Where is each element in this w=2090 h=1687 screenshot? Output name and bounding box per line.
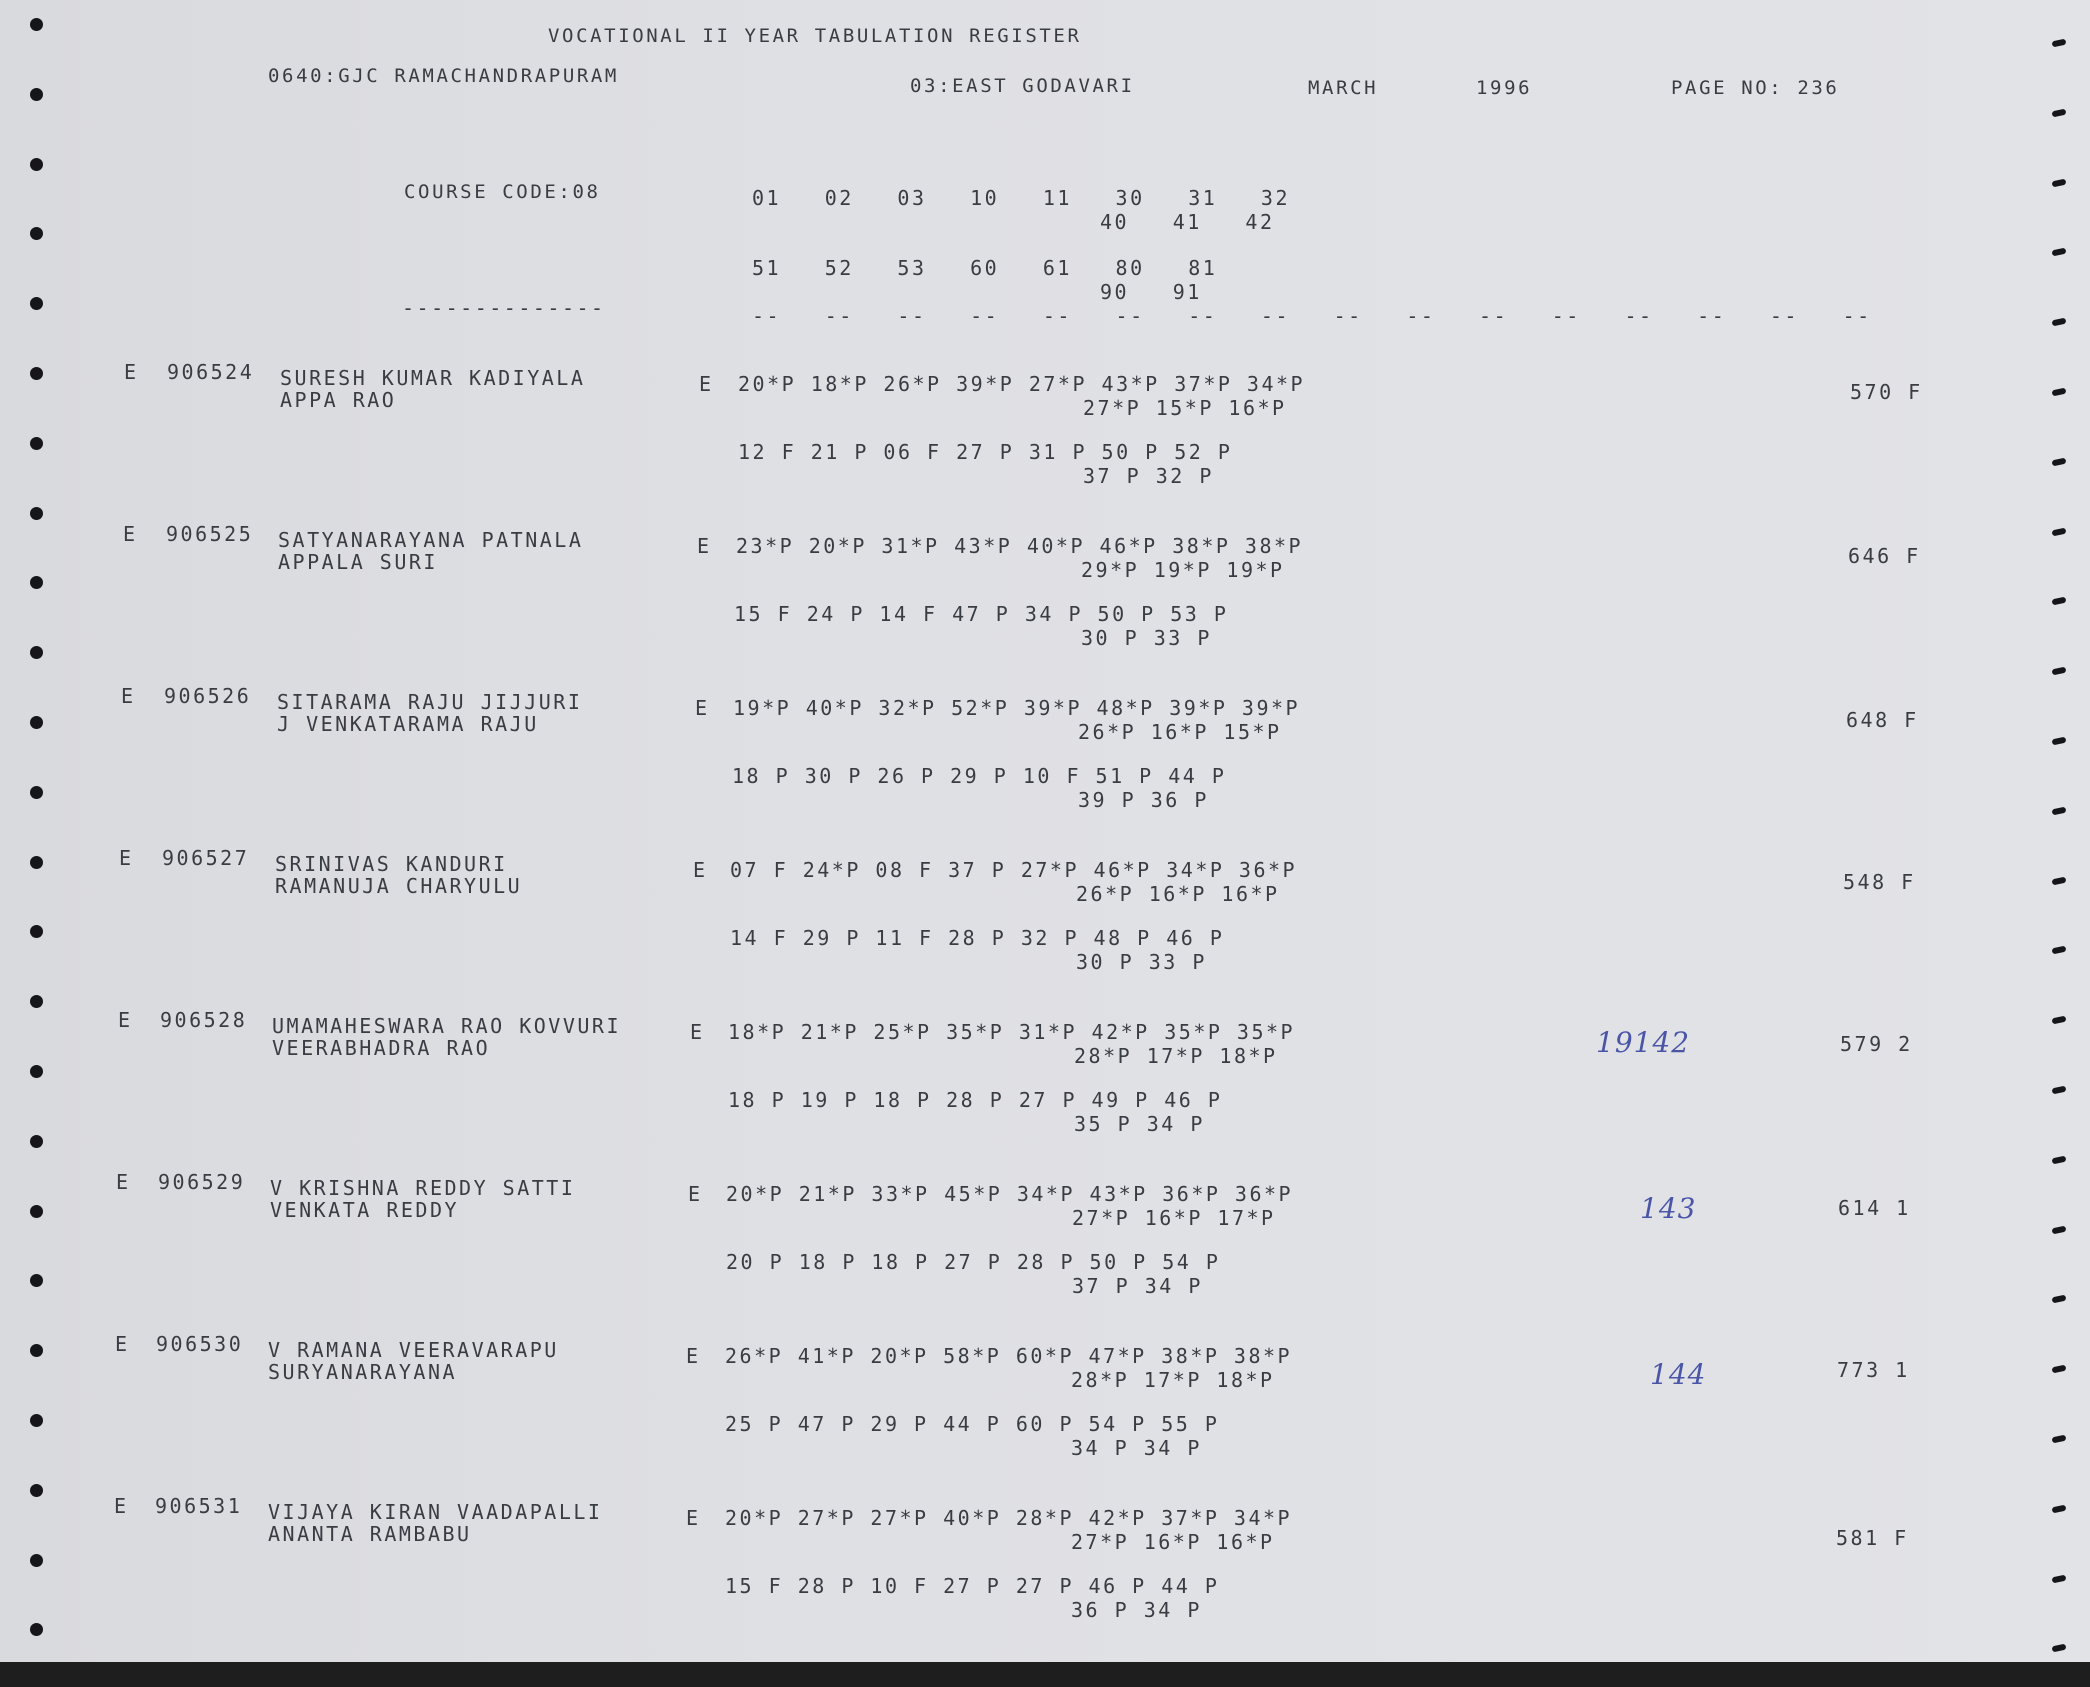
feed-hole (30, 995, 43, 1008)
feed-hole (30, 1554, 43, 1567)
father-name: RAMANUJA CHARYULU (275, 874, 523, 898)
feed-hole (30, 786, 43, 799)
marks-row2b: 37 P 34 P (1072, 1274, 1203, 1298)
hall-ticket-number: 906527 (162, 846, 250, 870)
category-code: E (116, 1170, 131, 1194)
student-name: UMAMAHESWARA RAO KOVVURI (272, 1014, 621, 1038)
marks-row2: 18 P 19 P 18 P 28 P 27 P 49 P 46 P (728, 1088, 1223, 1112)
marks-row2: 25 P 47 P 29 P 44 P 60 P 54 P 55 P (725, 1412, 1220, 1436)
exam-year: 1996 (1476, 77, 1533, 99)
feed-hole (30, 1135, 43, 1148)
register-title: VOCATIONAL II YEAR TABULATION REGISTER (548, 25, 1082, 47)
student-record (0, 1008, 2090, 1168)
marks-row2: 18 P 30 P 26 P 29 P 10 F 51 P 44 P (732, 764, 1227, 788)
student-name: SURESH KUMAR KADIYALA (280, 366, 586, 390)
student-record (0, 1494, 2090, 1654)
marks-row1b: 27*P 16*P 17*P (1072, 1206, 1276, 1230)
student-record (0, 522, 2090, 682)
marks-row2: 12 F 21 P 06 F 27 P 31 P 50 P 52 P (738, 440, 1233, 464)
feed-hole (30, 1484, 43, 1497)
feed-hole (30, 716, 43, 729)
college-code: 0640:GJC RAMACHANDRAPURAM (268, 65, 619, 87)
marks-row2b: 37 P 32 P (1083, 464, 1214, 488)
marks-row1: 23*P 20*P 31*P 43*P 40*P 46*P 38*P 38*P (736, 534, 1304, 558)
marks-row1b: 29*P 19*P 19*P (1081, 558, 1285, 582)
status-flag: E (693, 858, 708, 882)
category-code: E (115, 1332, 130, 1356)
marks-row2: 14 F 29 P 11 F 28 P 32 P 48 P 46 P (730, 926, 1225, 950)
total-result: 581 F (1836, 1526, 1909, 1550)
feed-hole (2052, 178, 2067, 187)
student-record (0, 1332, 2090, 1492)
father-name: SURYANARAYANA (268, 1360, 458, 1384)
course-code-label: COURSE CODE:08 (404, 181, 601, 203)
marks-row1b: 28*P 17*P 18*P (1074, 1044, 1278, 1068)
marks-row1: 26*P 41*P 20*P 58*P 60*P 47*P 38*P 38*P (725, 1344, 1293, 1368)
feed-hole (30, 1414, 43, 1427)
district: 03:EAST GODAVARI (910, 75, 1135, 97)
marks-row1b: 27*P 16*P 16*P (1071, 1530, 1275, 1554)
marks-row2b: 30 P 33 P (1081, 626, 1212, 650)
marks-row2: 15 F 28 P 10 F 27 P 27 P 46 P 44 P (725, 1574, 1220, 1598)
marks-row2: 20 P 18 P 18 P 27 P 28 P 50 P 54 P (726, 1250, 1221, 1274)
feed-hole (30, 367, 43, 380)
status-flag: E (690, 1020, 705, 1044)
marks-row1b: 27*P 15*P 16*P (1083, 396, 1287, 420)
page-number: PAGE NO: 236 (1671, 77, 1840, 99)
marks-row2b: 39 P 36 P (1078, 788, 1209, 812)
category-code: E (114, 1494, 129, 1518)
student-name: SITARAMA RAJU JIJJURI (277, 690, 583, 714)
father-name: J VENKATARAMA RAJU (277, 712, 539, 736)
marks-row2b: 34 P 34 P (1071, 1436, 1202, 1460)
feed-hole (30, 507, 43, 520)
rule-right: -- -- -- -- -- -- -- -- -- -- -- -- -- -- -- -- (752, 304, 1872, 328)
status-flag: E (686, 1506, 701, 1530)
hall-ticket-number: 906525 (166, 522, 254, 546)
marks-row2: 15 F 24 P 14 F 47 P 34 P 50 P 53 P (734, 602, 1229, 626)
hall-ticket-number: 906524 (167, 360, 255, 384)
feed-hole (2052, 108, 2067, 117)
marks-row1: 20*P 27*P 27*P 40*P 28*P 42*P 37*P 34*P (725, 1506, 1293, 1530)
subject-codes-row1b: 40 41 42 (1100, 210, 1275, 234)
total-result: 648 F (1846, 708, 1919, 732)
feed-hole (30, 88, 43, 101)
subject-codes-row2b: 90 91 (1100, 280, 1202, 304)
student-record (0, 1170, 2090, 1330)
feed-hole (2052, 248, 2067, 257)
feed-hole (30, 437, 43, 450)
student-record (0, 846, 2090, 1006)
feed-hole (30, 856, 43, 869)
handwritten-note: 143 (1640, 1192, 1697, 1225)
total-result: 548 F (1843, 870, 1916, 894)
feed-hole (30, 158, 43, 171)
feed-hole (30, 18, 43, 31)
feed-hole (30, 1065, 43, 1078)
feed-hole (30, 1205, 43, 1218)
marks-row1: 07 F 24*P 08 F 37 P 27*P 46*P 34*P 36*P (730, 858, 1298, 882)
feed-hole (30, 227, 43, 240)
student-name: V KRISHNA REDDY SATTI (270, 1176, 576, 1200)
total-result: 773 1 (1837, 1358, 1910, 1382)
hall-ticket-number: 906526 (164, 684, 252, 708)
father-name: VENKATA REDDY (270, 1198, 460, 1222)
marks-row1b: 28*P 17*P 18*P (1071, 1368, 1275, 1392)
total-result: 570 F (1850, 380, 1923, 404)
marks-row1: 20*P 21*P 33*P 45*P 34*P 43*P 36*P 36*P (726, 1182, 1294, 1206)
scanner-edge (0, 1662, 2090, 1687)
student-name: VIJAYA KIRAN VAADAPALLI (268, 1500, 603, 1524)
father-name: VEERABHADRA RAO (272, 1036, 491, 1060)
feed-hole (30, 297, 43, 310)
total-result: 646 F (1848, 544, 1921, 568)
status-flag: E (699, 372, 714, 396)
handwritten-note: 19142 (1596, 1026, 1691, 1059)
status-flag: E (695, 696, 710, 720)
exam-month: MARCH (1308, 77, 1379, 99)
hall-ticket-number: 906529 (158, 1170, 246, 1194)
father-name: APPA RAO (280, 388, 397, 412)
category-code: E (124, 360, 139, 384)
marks-row1: 19*P 40*P 32*P 52*P 39*P 48*P 39*P 39*P (733, 696, 1301, 720)
category-code: E (118, 1008, 133, 1032)
marks-row2b: 30 P 33 P (1076, 950, 1207, 974)
handwritten-note: 144 (1650, 1358, 1707, 1391)
father-name: ANANTA RAMBABU (268, 1522, 472, 1546)
student-record (0, 684, 2090, 844)
total-result: 614 1 (1838, 1196, 1911, 1220)
marks-row1: 20*P 18*P 26*P 39*P 27*P 43*P 37*P 34*P (738, 372, 1306, 396)
category-code: E (121, 684, 136, 708)
father-name: APPALA SURI (278, 550, 438, 574)
category-code: E (123, 522, 138, 546)
student-record (0, 360, 2090, 520)
feed-hole (2052, 39, 2067, 48)
marks-row1: 18*P 21*P 25*P 35*P 31*P 42*P 35*P 35*P (728, 1020, 1296, 1044)
subject-codes-row1: 01 02 03 10 11 30 31 32 (752, 186, 1291, 210)
student-name: SATYANARAYANA PATNALA (278, 528, 584, 552)
student-name: V RAMANA VEERAVARAPU (268, 1338, 559, 1362)
marks-row1b: 26*P 16*P 15*P (1078, 720, 1282, 744)
category-code: E (119, 846, 134, 870)
status-flag: E (697, 534, 712, 558)
subject-codes-row2: 51 52 53 60 61 80 81 (752, 256, 1218, 280)
marks-row2b: 35 P 34 P (1074, 1112, 1205, 1136)
hall-ticket-number: 906528 (160, 1008, 248, 1032)
marks-row2b: 36 P 34 P (1071, 1598, 1202, 1622)
student-name: SRINIVAS KANDURI (275, 852, 508, 876)
feed-hole (2052, 318, 2067, 327)
status-flag: E (688, 1182, 703, 1206)
hall-ticket-number: 906531 (155, 1494, 243, 1518)
rule-left: -------------- (402, 296, 606, 320)
hall-ticket-number: 906530 (156, 1332, 244, 1356)
marks-row1b: 26*P 16*P 16*P (1076, 882, 1280, 906)
total-result: 579 2 (1840, 1032, 1913, 1056)
status-flag: E (686, 1344, 701, 1368)
